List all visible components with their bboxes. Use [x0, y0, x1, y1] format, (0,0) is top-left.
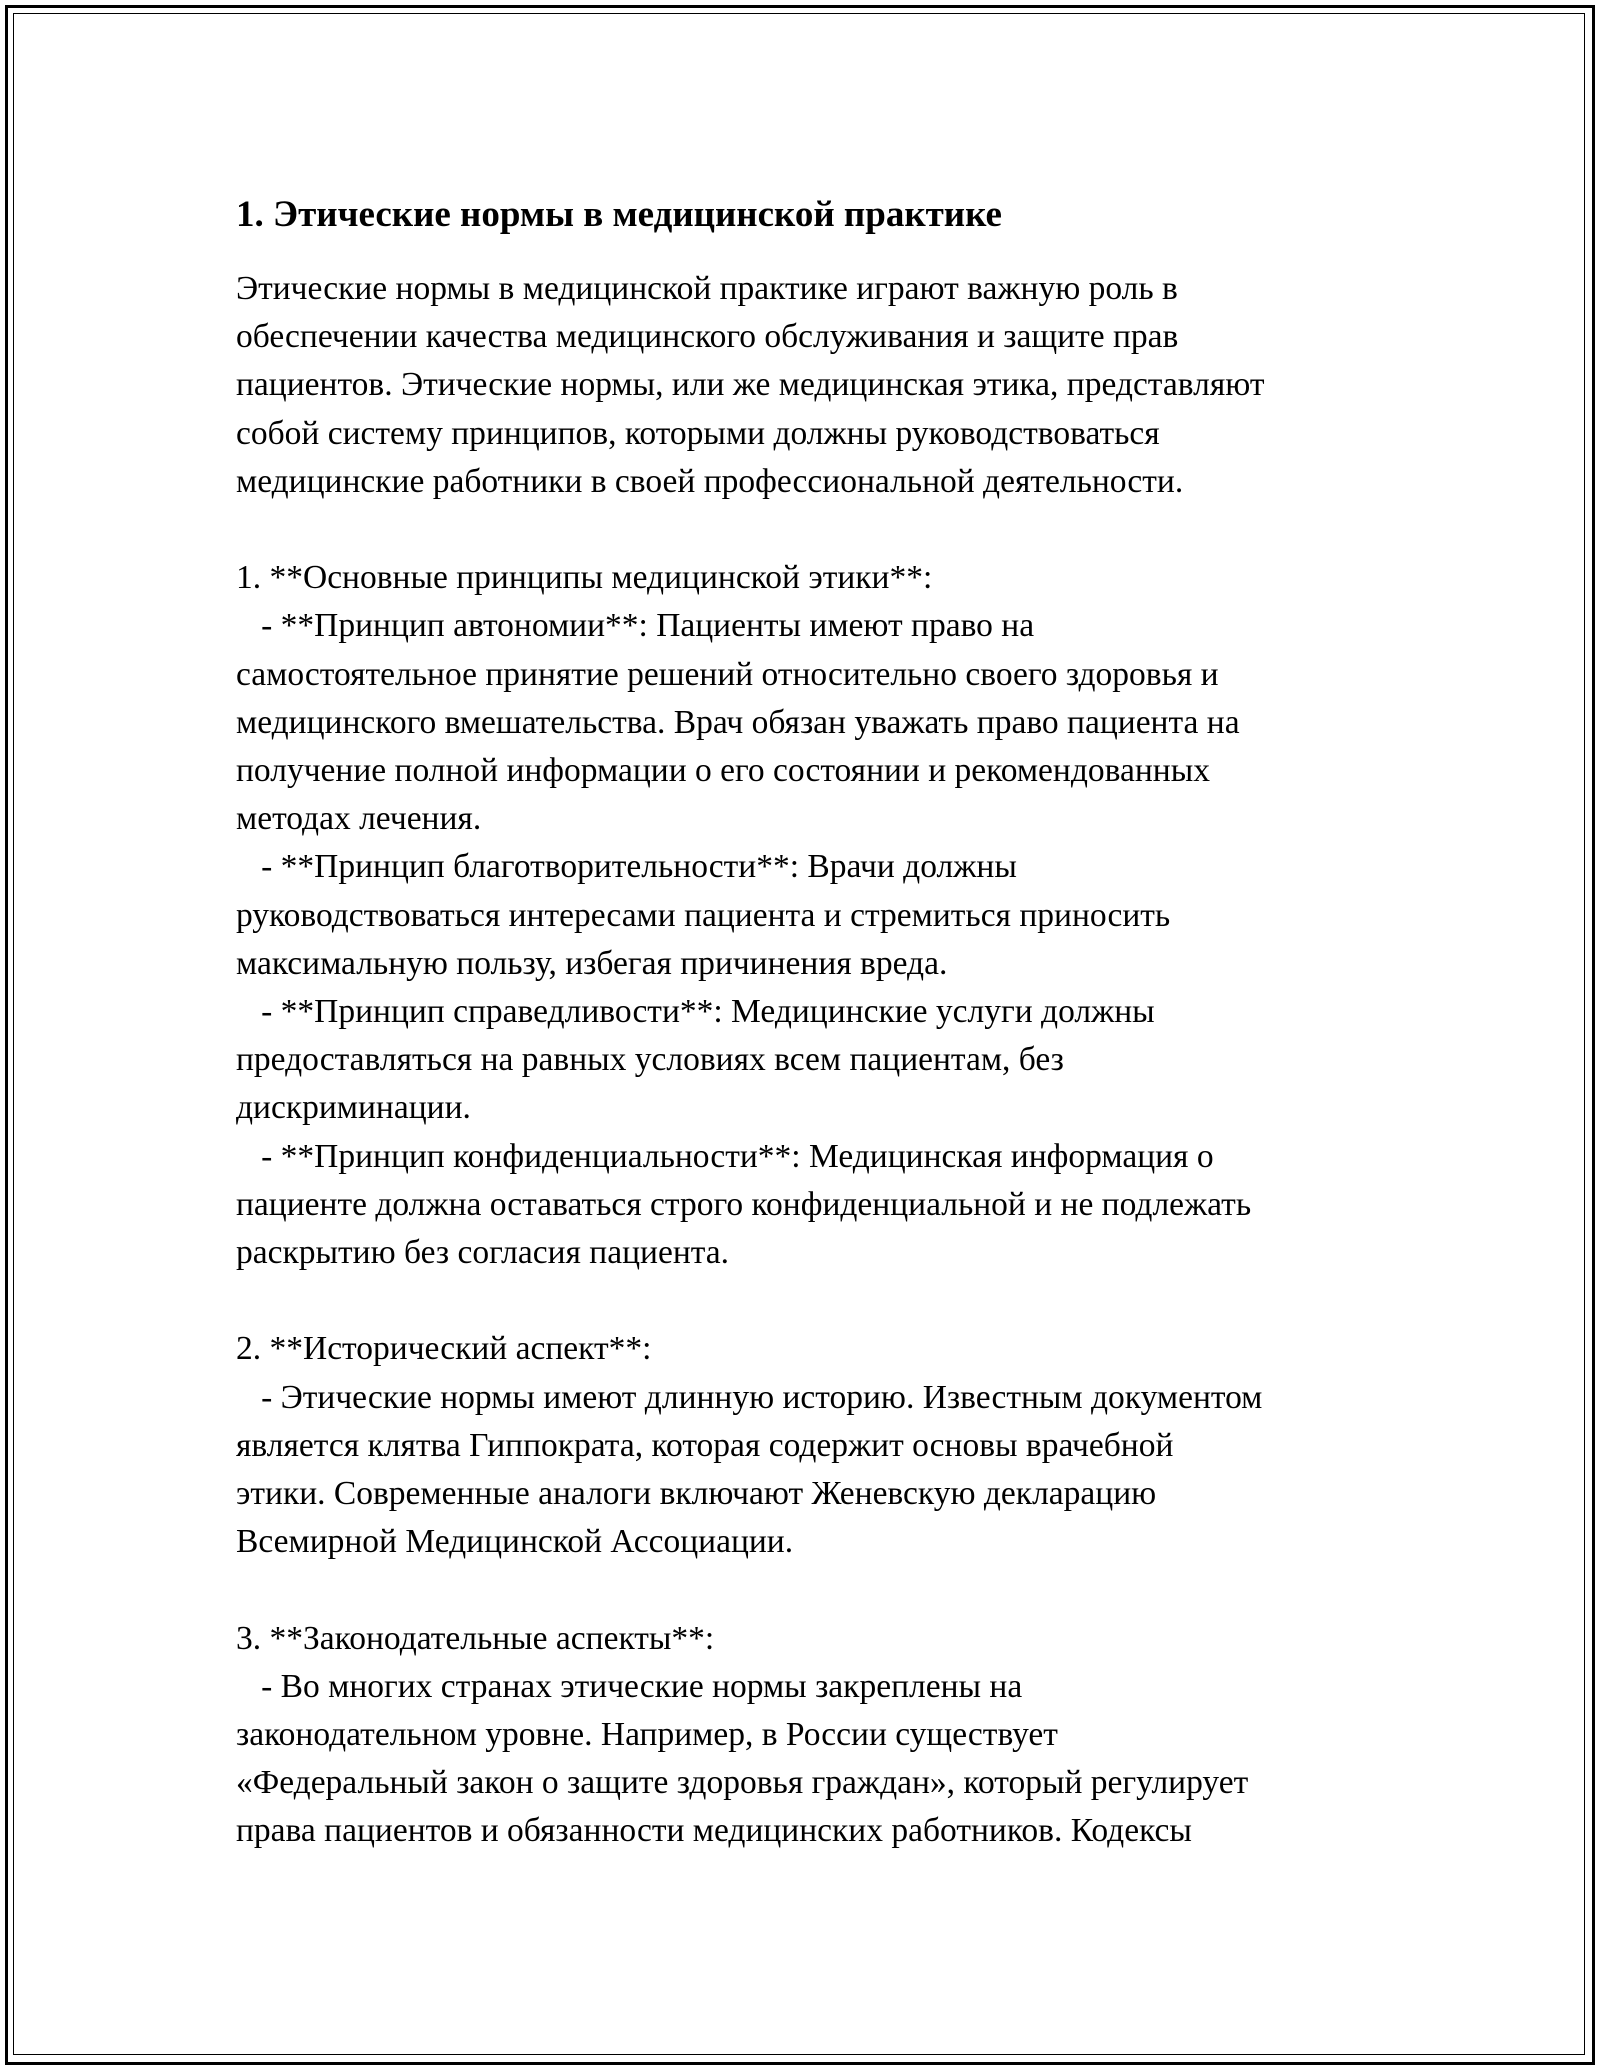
text-line: права пациентов и обязанности медицинских работников. Кодексы [236, 1812, 1192, 1850]
body-text [236, 265, 1396, 1856]
text-line: получение полной информации о его состоянии и рекомендованных [236, 752, 1210, 790]
text-line: Этические нормы в медицинской практике играют важную роль в [236, 270, 1178, 307]
blank-line [236, 1566, 1396, 1614]
text-line: максимальную пользу, избегая причинения вреда. [236, 944, 948, 982]
text-line: - **Принцип справедливости**: Медицинские услуги должны [236, 993, 1155, 1031]
text-line: руководствоваться интересами пациента и стремиться приносить [236, 896, 1171, 934]
text-line: этики. Современные аналоги включают Женевскую декларацию [236, 1475, 1157, 1513]
text-line: пациенте должна оставаться строго конфиденциальной и не подлежать [236, 1185, 1252, 1223]
blank-line [236, 1277, 1396, 1325]
text-line: 1. **Основные принципы медицинской этики**: [236, 559, 933, 597]
text-line: обеспечении качества медицинского обслуживания и защите прав [236, 318, 1179, 356]
text-line: является клятва Гиппократа, которая содержит основы врачебной [236, 1426, 1174, 1464]
text-line: медицинского вмешательства. Врач обязан уважать право пациента на [236, 703, 1240, 741]
section-heading: 1. Этические нормы в медицинской практике [236, 194, 1002, 235]
text-line: методах лечения. [236, 800, 482, 838]
text-line: 3. **Законодательные аспекты**: [236, 1619, 715, 1657]
text-line: «Федеральный закон о защите здоровья граждан», который регулирует [236, 1764, 1249, 1802]
text-line: - Этические нормы имеют длинную историю. Известным документом [236, 1378, 1263, 1416]
document-body [236, 190, 1396, 1856]
text-line: - **Принцип автономии**: Пациенты имеют право на [236, 607, 1035, 645]
text-line: медицинские работники в своей профессиональной деятельности. [236, 462, 1184, 500]
text-line: 2. **Исторический аспект**: [236, 1330, 652, 1368]
text-line: пациентов. Этические нормы, или же медицинская этика, представляют [236, 366, 1265, 404]
text-line: предоставляться на равных условиях всем пациентам, без [236, 1041, 1064, 1079]
text-line: - Во многих странах этические нормы закреплены на [236, 1667, 1023, 1705]
text-line: законодательном уровне. Например, в России существует [236, 1716, 1058, 1754]
text-line: дискриминации. [236, 1089, 471, 1127]
text-line: Всемирной Медицинской Ассоциации. [236, 1523, 794, 1561]
text-line: собой систему принципов, которыми должны руководствоваться [236, 414, 1160, 452]
text-line: самостоятельное принятие решений относительно своего здоровья и [236, 655, 1219, 693]
blank-line [236, 506, 1396, 554]
text-line: - **Принцип конфиденциальности**: Медицинская информация о [236, 1137, 1214, 1175]
text-line: - **Принцип благотворительности**: Врачи должны [236, 848, 1017, 886]
text-line: раскрытию без согласия пациента. [236, 1234, 730, 1272]
